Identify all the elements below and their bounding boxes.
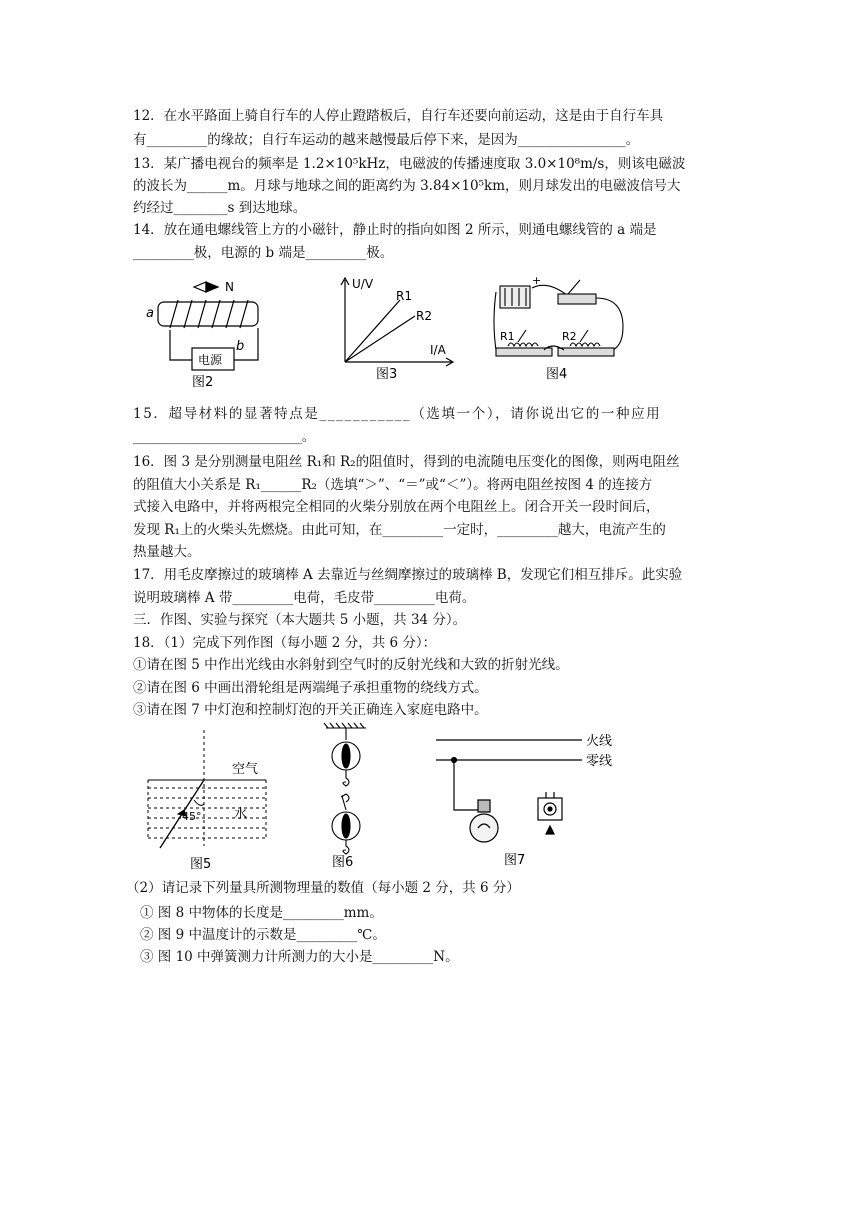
- text-line: 三．作图、实验与探究（本大题共 5 小题，共 34 分）。: [133, 612, 467, 628]
- north-label: N: [225, 280, 234, 294]
- end-b-label: b: [236, 339, 245, 354]
- figure-caption: 图4: [546, 367, 568, 382]
- text-line: 说明玻璃棒 A 带_________电荷，毛皮带_________电荷。: [133, 590, 476, 606]
- text-line: 的阻值大小关系是 R₁______R₂（选填“＞”、“＝”或“＜”）。将两电阻丝按图 4 的连接方: [133, 477, 653, 493]
- figure-3-graph: [330, 270, 460, 385]
- text-line: _________________________。: [133, 429, 316, 445]
- figure-4-circuit: [488, 272, 633, 384]
- text-line: （2）请记录下列量具所测物理量的数值（每小题 2 分，共 6 分）: [126, 880, 520, 896]
- live-wire-label: 火线: [586, 734, 613, 749]
- text-line: 热量越大。: [133, 544, 201, 560]
- figure-5-refraction: [140, 728, 280, 876]
- neutral-wire-label: 零线: [586, 754, 613, 769]
- text-line: 有_________的缘故；自行车运动的越来越慢最后停下来，是因为________________。: [133, 132, 640, 148]
- text-line: ① 图 8 中物体的长度是_________mm。: [140, 905, 383, 921]
- r2-label: R2: [562, 330, 577, 343]
- text-line: ③ 图 10 中弹簧测力计所测力的大小是_________N。: [140, 949, 459, 965]
- text-line: 14．放在通电螺线管上方的小磁针，静止时的指向如图 2 所示，则通电螺线管的 a 端是: [133, 222, 657, 238]
- angle-label: 45°: [182, 810, 202, 823]
- y-axis-label: U/V: [352, 277, 374, 291]
- end-a-label: a: [146, 306, 154, 321]
- power-label: 电源: [198, 353, 223, 367]
- r1-label: R1: [396, 289, 412, 303]
- text-line: 17．用毛皮摩擦过的玻璃棒 A 去靠近与丝绸摩擦过的玻璃棒 B，发现它们相互排斥。此实验: [133, 567, 683, 583]
- text-line: _________极，电源的 b 端是_________极。: [133, 245, 394, 261]
- text-line: 16．图 3 是分别测量电阻丝 R₁和 R₂的阻值时，得到的电流随电压变化的图像，则两电阻丝: [133, 454, 680, 470]
- text-line: 13．某广播电视台的频率是 1.2×10⁵kHz，电磁波的传播速度取 3.0×10⁸m/s，则该电磁波: [133, 156, 686, 172]
- text-line: 约经过________s 到达地球。: [133, 200, 307, 216]
- figure-6-pulleys: [316, 722, 376, 872]
- text-line: ①请在图 5 中作出光线由水斜射到空气时的反射光线和大致的折射光线。: [133, 657, 569, 673]
- text-line: 18．（1）完成下列作图（每小题 2 分，共 6 分）：: [133, 635, 437, 651]
- text-line: 12．在水平路面上骑自行车的人停止蹬踏板后，自行车还要向前运动，这是由于自行车具: [133, 108, 664, 124]
- figure-caption: 图5: [190, 857, 212, 872]
- water-label: 水: [234, 807, 248, 822]
- figure-2-solenoid: [140, 270, 275, 392]
- r2-label: R2: [416, 309, 432, 323]
- x-axis-label: I/A: [430, 343, 446, 357]
- r1-label: R1: [500, 330, 515, 343]
- text-line: 的波长为______m。月球与地球之间的距离约为 3.84×10⁵km，则月球发出的电磁波信号大: [133, 178, 681, 194]
- figure-caption: 图7: [504, 853, 526, 868]
- text-line: 发现 R₁上的火柴头先燃烧。由此可知，在_________一定时，_________越大，电流产生的: [133, 522, 666, 538]
- figure-caption: 图2: [192, 375, 214, 390]
- text-line: 15．超导材料的显著特点是___________（选填一个），请你说出它的一种应用: [133, 406, 662, 422]
- plus-label: +: [532, 274, 542, 287]
- figure-7-household-circuit: [432, 730, 632, 870]
- figure-caption: 图6: [332, 855, 354, 870]
- text-line: 式接入电路中，并将两根完全相同的火柴分别放在两个电阻丝上。闭合开关一段时间后，: [133, 499, 660, 515]
- air-label: 空气: [232, 762, 259, 777]
- text-line: ②请在图 6 中画出滑轮组是两端绳子承担重物的绕线方式。: [133, 680, 488, 696]
- figure-caption: 图3: [376, 367, 398, 382]
- text-line: ③请在图 7 中灯泡和控制灯泡的开关正确连入家庭电路中。: [133, 702, 488, 718]
- text-line: ② 图 9 中温度计的示数是_________℃。: [140, 927, 386, 943]
